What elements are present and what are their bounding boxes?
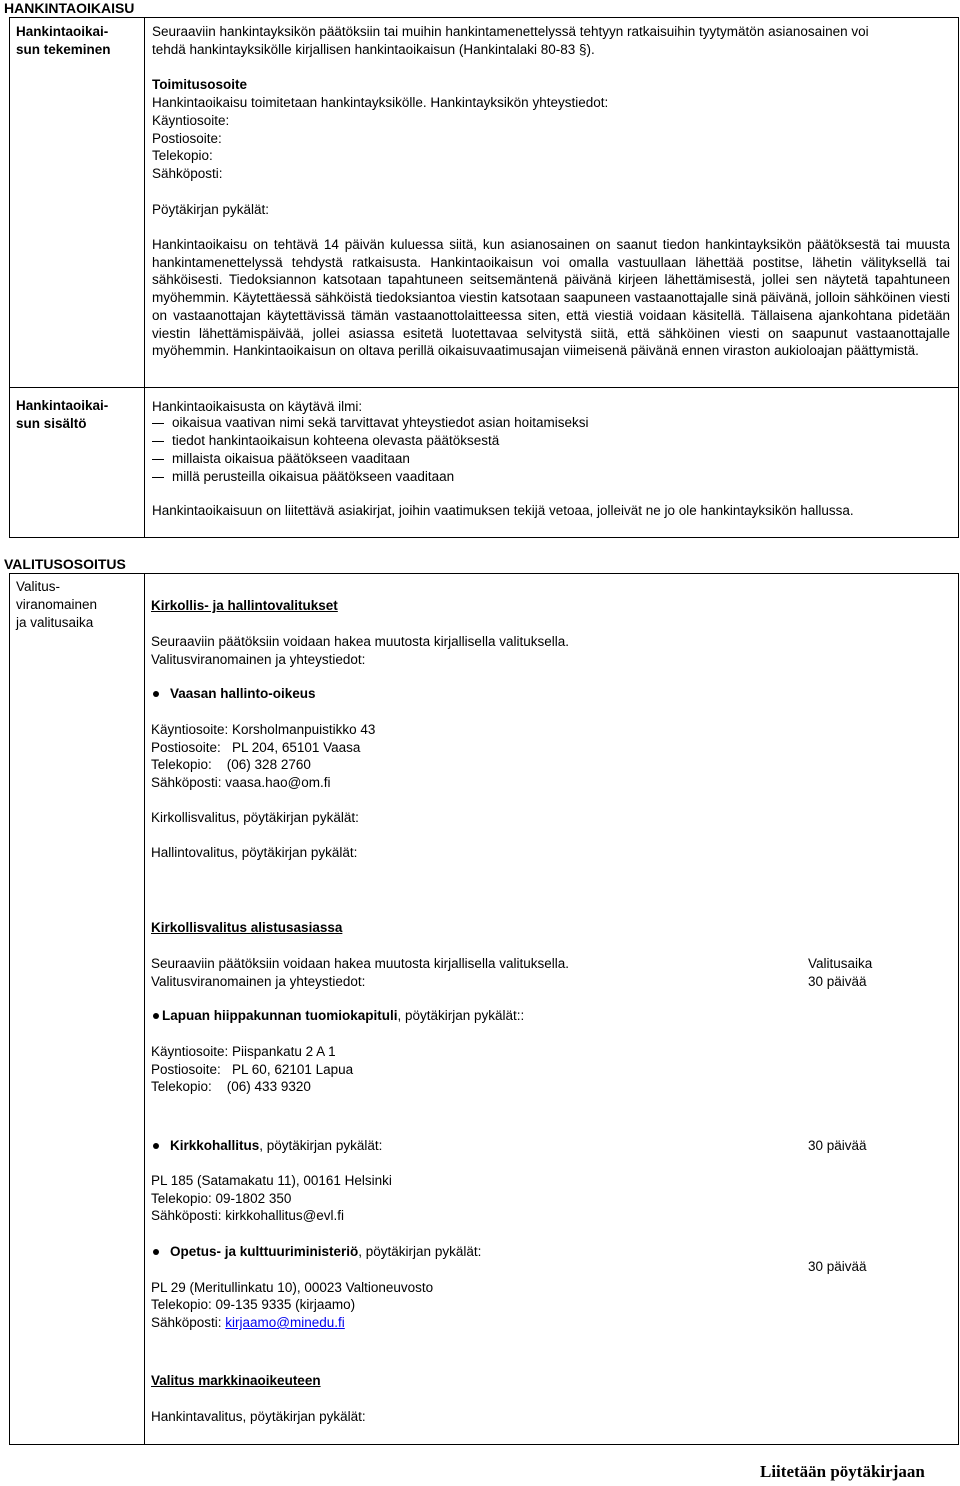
hankintaoikaisu-intro: Seuraaviin hankintayksikön päätöksiin tai muihin hankintamenettelyssä tehtyyn ratkaisuihin tyytymätön asianosainen voi tehdä hankintayksikölle kirjallisen hankintaoikaisun (Hankintalaki 80-83 §). bbox=[152, 24, 869, 57]
vaasa-sahkoposti: Sähköposti: vaasa.hao@om.fi bbox=[151, 775, 331, 790]
lapua-heading: Lapuan hiippakunnan tuomiokapituli, pöytäkirjan pykälät:: bbox=[162, 1008, 525, 1023]
valitusaika-label: Valitusaika bbox=[808, 956, 873, 971]
row-label-tekeminen: Hankintaoikai- sun tekeminen bbox=[16, 24, 111, 57]
kirkollisvalitus-pykalat: Kirkollisvalitus, pöytäkirjan pykälät: bbox=[151, 810, 359, 825]
hankintaoikaisu-paragraph: Hankintaoikaisu on tehtävä 14 päivän kuluessa siitä, kun asianosainen on saanut tiedon hankintayksikön päätöksestä tai muusta hankintamenettelyssä tehdystä ratkaisusta. Hankintaoikaisun voi omalla vastuullaan lähettää postitse, lähetin välityksellä tai sähköisesti. Tiedoksiannon katsotaan tapahtuneen seitsemäntenä päivänä kirjeen lähettämisestä, jollei sen näytetä tapahtuneen myöhemmin. Käytettäessä sähköistä tiedoksiantoa viestin katsotaan saapuneen vastaanottajalle sinä päivänä, jolloin sähköinen viesti on vastaanottajan käytettävissä tämän vastaanottolaitteessa siten, että viestiä voidaan käsitellä. Tällaisena ajankohtana pidetään viestin lähettämispäivää, jollei asiassa esitetä luotettavaa selvitystä siitä, että sähköinen viesti on saapunut vastaanottajalle myöhemmin. Hankintaoikaisun on oltava perillä oikaisuvaatimusajan viimeisenä päivänä ennen viraston aukioloajan päättymistä. bbox=[152, 237, 950, 359]
row-label-sisalto: Hankintaoikai- sun sisältö bbox=[16, 398, 109, 431]
hankintavalitus-pykalat: Hankintavalitus, pöytäkirjan pykälät: bbox=[151, 1409, 366, 1424]
opetus-valitusaika: 30 päivää bbox=[808, 1259, 867, 1274]
bullet-icon bbox=[153, 691, 159, 697]
bullet-icon bbox=[153, 1143, 159, 1149]
vaasa-kayntiosoite: Käyntiosoite: Korsholmanpuistikko 43 bbox=[151, 722, 376, 737]
vaasa-heading: Vaasan hallinto-oikeus bbox=[170, 686, 316, 701]
vaasa-telekopio: Telekopio: (06) 328 2760 bbox=[151, 757, 311, 772]
lapua-postiosoite: Postiosoite: PL 60, 62101 Lapua bbox=[151, 1062, 354, 1077]
bullet-icon bbox=[153, 1013, 159, 1019]
column-divider bbox=[144, 17, 145, 538]
email-link[interactable]: kirjaamo@minedu.fi bbox=[225, 1315, 345, 1330]
poytakirja-label: Pöytäkirjan pykälät: bbox=[152, 202, 270, 217]
kirkkohallitus-heading: Kirkkohallitus, pöytäkirjan pykälät: bbox=[170, 1138, 383, 1153]
alistus-heading: Kirkollisvalitus alistusasiassa bbox=[151, 920, 343, 935]
vaasa-postiosoite: Postiosoite: PL 204, 65101 Vaasa bbox=[151, 740, 361, 755]
markkina-heading: Valitus markkinaoikeuteen bbox=[151, 1373, 321, 1388]
sisalto-list bbox=[152, 414, 588, 486]
sisalto-intro: Hankintaoikaisusta on käytävä ilmi: bbox=[152, 399, 363, 414]
kirkollis-yhteystiedot: Valitusviranomainen ja yhteystiedot: bbox=[151, 652, 366, 667]
alistus-seuraaviin: Seuraaviin päätöksiin voidaan hakea muutosta kirjallisella valituksella. bbox=[151, 956, 569, 971]
list-item: millaista oikaisua päätökseen vaaditaan bbox=[152, 450, 588, 468]
valitusviranomainen-label: Valitus- viranomainen ja valitusaika bbox=[16, 579, 98, 630]
liitettava-text: Hankintaoikaisuun on liitettävä asiakirjat, joihin vaatimuksen tekijä vetoaa, jolleivät ne jo ole hankintayksikön hallussa. bbox=[152, 503, 854, 518]
section-title-valitusosoitus: VALITUSOSOITUS bbox=[4, 556, 126, 572]
toimitusosoite-heading: Toimitusosoite bbox=[152, 77, 248, 92]
postiosoite-label: Postiosoite: bbox=[152, 131, 222, 146]
kirkkohallitus-valitusaika: 30 päivää bbox=[808, 1138, 867, 1153]
footer-note: Liitetään pöytäkirjaan bbox=[760, 1462, 925, 1481]
list-item: oikaisua vaativan nimi sekä tarvittavat yhteystiedot asian hoitamiseksi bbox=[152, 414, 588, 432]
kirkkohallitus-sahkoposti: Sähköposti: kirkkohallitus@evl.fi bbox=[151, 1208, 345, 1223]
alistus-yhteystiedot: Valitusviranomainen ja yhteystiedot: bbox=[151, 974, 366, 989]
kirkollis-seuraaviin: Seuraaviin päätöksiin voidaan hakea muutosta kirjallisella valituksella. bbox=[151, 634, 569, 649]
kirkkohallitus-telekopio: Telekopio: 09-1802 350 bbox=[151, 1191, 292, 1206]
section-title-hankintaoikaisu: HANKINTAOIKAISU bbox=[4, 0, 135, 16]
toimitusosoite-text: Hankintaoikaisu toimitetaan hankintayksikölle. Hankintayksikön yhteystiedot: bbox=[152, 95, 609, 110]
list-item: tiedot hankintaoikaisun kohteena olevasta päätöksestä bbox=[152, 432, 588, 450]
telekopio-label: Telekopio: bbox=[152, 148, 213, 163]
sahkoposti-label: Sähköposti: bbox=[152, 166, 223, 181]
row-divider bbox=[9, 387, 959, 388]
opetus-telekopio: Telekopio: 09-135 9335 (kirjaamo) bbox=[151, 1297, 356, 1312]
hallintovalitus-pykalat: Hallintovalitus, pöytäkirjan pykälät: bbox=[151, 845, 358, 860]
opetus-heading: Opetus- ja kulttuuriministeriö, pöytäkirjan pykälät: bbox=[170, 1244, 482, 1259]
kirkollis-heading: Kirkollis- ja hallintovalitukset bbox=[151, 598, 338, 613]
column-divider bbox=[144, 573, 145, 1445]
bullet-icon bbox=[153, 1249, 159, 1255]
opetus-osoite: PL 29 (Meritullinkatu 10), 00023 Valtioneuvosto bbox=[151, 1280, 434, 1295]
list-item: millä perusteilla oikaisua päätökseen vaaditaan bbox=[152, 468, 588, 486]
opetus-sahkoposti: Sähköposti: kirjaamo@minedu.fi bbox=[151, 1315, 345, 1330]
lapua-kayntiosoite: Käyntiosoite: Piispankatu 2 A 1 bbox=[151, 1044, 336, 1059]
kayntiosoite-label: Käyntiosoite: bbox=[152, 113, 230, 128]
valitusaika-value: 30 päivää bbox=[808, 974, 867, 989]
kirkkohallitus-osoite: PL 185 (Satamakatu 11), 00161 Helsinki bbox=[151, 1173, 392, 1188]
lapua-telekopio: Telekopio: (06) 433 9320 bbox=[151, 1079, 311, 1094]
